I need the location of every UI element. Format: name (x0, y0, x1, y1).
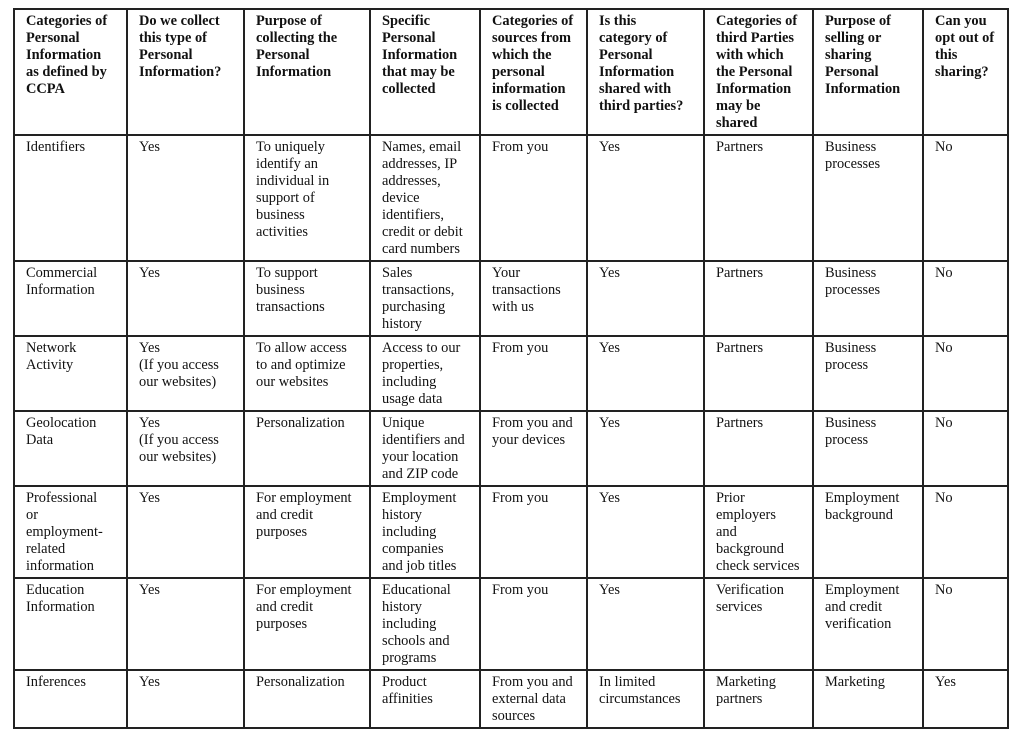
cell-text-line: Categories of (26, 13, 108, 29)
cell-text-line: background (716, 541, 784, 557)
cell-text-line: No (935, 490, 953, 506)
table-row (14, 411, 1008, 486)
cell-text-line: sources (492, 708, 536, 724)
cell-text-line: Employment (825, 490, 900, 506)
cell-text-line: with us (492, 299, 534, 315)
cell-text-line: Information (382, 47, 458, 63)
table-cell (704, 336, 813, 411)
cell-text-line: and credit (256, 599, 314, 615)
cell-text-line: sharing? (935, 64, 989, 80)
cell-text-line: Yes (599, 582, 620, 598)
cell-text-line: related (26, 541, 66, 557)
cell-text-line: third Parties (716, 30, 794, 46)
table-cell (813, 135, 923, 261)
table-cell (127, 670, 244, 728)
cell-text-line: sharing (825, 47, 872, 63)
cell-text-line: Categories of (716, 13, 798, 29)
cell-text-line: Education (26, 582, 85, 598)
table-cell (244, 486, 370, 578)
table-cell (704, 135, 813, 261)
cell-text-line: credit or debit (382, 224, 463, 240)
cell-text-line: collected (382, 81, 436, 97)
table-cell (480, 135, 587, 261)
table-cell (127, 411, 244, 486)
cell-text-line: individual in (256, 173, 330, 189)
cell-text-line: Personal (256, 47, 310, 63)
cell-text-line: Information (599, 64, 675, 80)
table-cell (704, 261, 813, 336)
cell-text-line: purposes (256, 616, 308, 632)
header-sources (480, 9, 587, 135)
cell-text-line: and credit (825, 599, 883, 615)
cell-text-line: Marketing (825, 674, 885, 690)
table-cell (923, 411, 1008, 486)
cell-text-line: your location (382, 449, 459, 465)
cell-text-line: Professional (26, 490, 98, 506)
cell-text-line: category of (599, 30, 668, 46)
cell-text-line: Partners (716, 265, 764, 281)
cell-text-line: which the (492, 47, 552, 63)
cell-text-line: process (825, 432, 869, 448)
cell-text-line: Is this (599, 13, 637, 29)
cell-text-line: Prior (716, 490, 745, 506)
cell-text-line: activities (256, 224, 308, 240)
table-cell (813, 336, 923, 411)
table-cell (923, 578, 1008, 670)
table-cell (14, 336, 127, 411)
cell-text-line: For employment (256, 490, 352, 506)
cell-text-line: and job titles (382, 558, 457, 574)
cell-text-line: Yes (139, 674, 160, 690)
cell-text-line: information (26, 558, 94, 574)
cell-text-line: Information (26, 282, 95, 298)
table-row (14, 486, 1008, 578)
header-third-parties (704, 9, 813, 135)
cell-text-line: Unique (382, 415, 425, 431)
table-cell (587, 670, 704, 728)
table-cell (480, 261, 587, 336)
cell-text-line: Can you (935, 13, 987, 29)
cell-text-line: Personal (26, 30, 80, 46)
cell-text-line: Partners (716, 340, 764, 356)
table-row (14, 578, 1008, 670)
cell-text-line: usage data (382, 391, 443, 407)
table-cell (923, 670, 1008, 728)
cell-text-line: Yes (935, 674, 956, 690)
cell-text-line: Yes (139, 340, 160, 356)
ccpa-disclosure-table (13, 8, 1009, 729)
cell-text-line: Personal (139, 47, 193, 63)
table-cell (480, 411, 587, 486)
cell-text-line: companies (382, 541, 444, 557)
cell-text-line: and credit (256, 507, 314, 523)
table-cell (370, 670, 480, 728)
cell-text-line: sources from (492, 30, 572, 46)
cell-text-line: the Personal (716, 64, 793, 80)
cell-text-line: Identifiers (26, 139, 86, 155)
table-header-row (14, 9, 1008, 135)
cell-text-line: For employment (256, 582, 352, 598)
table-cell (370, 336, 480, 411)
cell-text-line: No (935, 340, 953, 356)
cell-text-line: transactions, (382, 282, 455, 298)
cell-text-line: To allow access (256, 340, 347, 356)
cell-text-line: support of (256, 190, 315, 206)
cell-text-line: device (382, 190, 420, 206)
cell-text-line: properties, (382, 357, 444, 373)
cell-text-line: CCPA (26, 81, 65, 97)
cell-text-line: process (825, 357, 869, 373)
table-cell (370, 486, 480, 578)
table-cell (813, 261, 923, 336)
cell-text-line: our websites (256, 374, 329, 390)
table-cell (244, 135, 370, 261)
cell-text-line: shared with (599, 81, 672, 97)
cell-text-line: circumstances (599, 691, 681, 707)
table-cell (813, 411, 923, 486)
cell-text-line: From you and (492, 674, 573, 690)
header-shared (587, 9, 704, 135)
cell-text-line: Partners (716, 139, 764, 155)
cell-text-line: Business (825, 139, 877, 155)
cell-text-line: Geolocation (26, 415, 97, 431)
cell-text-line: Specific (382, 13, 430, 29)
cell-text-line: No (935, 582, 953, 598)
cell-text-line: employers (716, 507, 776, 523)
cell-text-line: background (825, 507, 893, 523)
header-category (14, 9, 127, 135)
cell-text-line: opt out of (935, 30, 995, 46)
cell-text-line: to and optimize (256, 357, 346, 373)
cell-text-line: addresses, (382, 173, 441, 189)
table-cell (587, 411, 704, 486)
cell-text-line: our websites) (139, 374, 217, 390)
header-collect (127, 9, 244, 135)
cell-text-line: To uniquely (256, 139, 325, 155)
cell-text-line: Names, email (382, 139, 462, 155)
cell-text-line: Partners (716, 415, 764, 431)
table-cell (14, 261, 127, 336)
table-cell (704, 670, 813, 728)
cell-text-line: Personalization (256, 674, 345, 690)
cell-text-line: including (382, 374, 437, 390)
cell-text-line: From you and (492, 415, 573, 431)
table-cell (480, 486, 587, 578)
table-cell (127, 336, 244, 411)
cell-text-line: information (492, 81, 566, 97)
table-cell (127, 261, 244, 336)
cell-text-line: as defined by (26, 64, 107, 80)
table-row (14, 670, 1008, 728)
table-cell (244, 411, 370, 486)
table-cell (244, 261, 370, 336)
cell-text-line: this (935, 47, 958, 63)
cell-text-line: Information (825, 81, 901, 97)
table-row (14, 336, 1008, 411)
table-cell (923, 261, 1008, 336)
cell-text-line: Your (492, 265, 521, 281)
cell-text-line: Yes (139, 139, 160, 155)
cell-text-line: affinities (382, 691, 433, 707)
table-cell (813, 486, 923, 578)
cell-text-line: check services (716, 558, 800, 574)
cell-text-line: employment- (26, 524, 103, 540)
table-cell (14, 670, 127, 728)
table-cell (14, 486, 127, 578)
cell-text-line: Information (26, 47, 102, 63)
table-cell (480, 578, 587, 670)
table-cell (587, 135, 704, 261)
table-row (14, 261, 1008, 336)
cell-text-line: Business (825, 265, 877, 281)
cell-text-line: Employment (825, 582, 900, 598)
cell-text-line: From you (492, 490, 549, 506)
cell-text-line: Inferences (26, 674, 86, 690)
cell-text-line: history (382, 316, 422, 332)
cell-text-line: Do we collect (139, 13, 220, 29)
cell-text-line: personal (492, 64, 545, 80)
table-cell (923, 336, 1008, 411)
table-cell (813, 578, 923, 670)
cell-text-line: Yes (139, 415, 160, 431)
cell-text-line: addresses, IP (382, 156, 458, 172)
cell-text-line: identifiers and (382, 432, 465, 448)
cell-text-line: Educational (382, 582, 451, 598)
cell-text-line: Information (26, 599, 95, 615)
cell-text-line: identifiers, (382, 207, 444, 223)
cell-text-line: Activity (26, 357, 74, 373)
cell-text-line: Categories of (492, 13, 574, 29)
cell-text-line: Yes (599, 139, 620, 155)
cell-text-line: Sales (382, 265, 413, 281)
cell-text-line: this type of (139, 30, 207, 46)
cell-text-line: Yes (599, 490, 620, 506)
table-cell (127, 135, 244, 261)
cell-text-line: (If you access (139, 432, 219, 448)
table-cell (14, 411, 127, 486)
cell-text-line: Yes (139, 582, 160, 598)
cell-text-line: Information (716, 81, 792, 97)
cell-text-line: partners (716, 691, 763, 707)
table-cell (480, 336, 587, 411)
cell-text-line: Commercial (26, 265, 98, 281)
table-cell (587, 336, 704, 411)
cell-text-line: Personal (382, 30, 436, 46)
cell-text-line: Employment (382, 490, 457, 506)
header-opt-out (923, 9, 1008, 135)
table-cell (704, 411, 813, 486)
table-cell (480, 670, 587, 728)
cell-text-line: Data (26, 432, 54, 448)
cell-text-line: (If you access (139, 357, 219, 373)
cell-text-line: card numbers (382, 241, 460, 257)
cell-text-line: Personal (825, 64, 879, 80)
header-purpose-collecting (244, 9, 370, 135)
table-cell (370, 261, 480, 336)
cell-text-line: including (382, 616, 437, 632)
table-cell (14, 135, 127, 261)
table-cell (813, 670, 923, 728)
cell-text-line: and ZIP code (382, 466, 459, 482)
cell-text-line: No (935, 265, 953, 281)
cell-text-line: From you (492, 340, 549, 356)
cell-text-line: Information (256, 64, 332, 80)
cell-text-line: In limited (599, 674, 656, 690)
cell-text-line: including (382, 524, 437, 540)
cell-text-line: Marketing (716, 674, 776, 690)
cell-text-line: processes (825, 282, 881, 298)
table-cell (127, 486, 244, 578)
cell-text-line: history (382, 507, 422, 523)
table-cell (704, 578, 813, 670)
table-cell (587, 578, 704, 670)
table-cell (244, 578, 370, 670)
cell-text-line: Access to our (382, 340, 461, 356)
cell-text-line: transactions (492, 282, 561, 298)
cell-text-line: and (716, 524, 737, 540)
cell-text-line: Personal (599, 47, 653, 63)
cell-text-line: From you (492, 582, 549, 598)
cell-text-line: verification (825, 616, 892, 632)
cell-text-line: Yes (599, 265, 620, 281)
table-cell (704, 486, 813, 578)
cell-text-line: selling or (825, 30, 882, 46)
header-specific-info (370, 9, 480, 135)
table-cell (370, 578, 480, 670)
cell-text-line: Yes (139, 490, 160, 506)
cell-text-line: purposes (256, 524, 308, 540)
cell-text-line: Purpose of (825, 13, 891, 29)
cell-text-line: Product (382, 674, 427, 690)
cell-text-line: Personalization (256, 415, 345, 431)
cell-text-line: No (935, 415, 953, 431)
table-cell (370, 135, 480, 261)
cell-text-line: transactions (256, 299, 325, 315)
cell-text-line: or (26, 507, 38, 523)
table-cell (14, 578, 127, 670)
cell-text-line: To support (256, 265, 318, 281)
cell-text-line: third parties? (599, 98, 684, 114)
cell-text-line: purchasing (382, 299, 446, 315)
table-row (14, 135, 1008, 261)
cell-text-line: external data (492, 691, 566, 707)
header-purpose-selling (813, 9, 923, 135)
cell-text-line: that may be (382, 64, 455, 80)
cell-text-line: history (382, 599, 422, 615)
cell-text-line: services (716, 599, 763, 615)
cell-text-line: Network (26, 340, 77, 356)
table-cell (244, 336, 370, 411)
table-cell (587, 261, 704, 336)
cell-text-line: Business (825, 340, 877, 356)
table-cell (370, 411, 480, 486)
cell-text-line: business (256, 282, 305, 298)
cell-text-line: Business (825, 415, 877, 431)
cell-text-line: processes (825, 156, 881, 172)
table-cell (923, 486, 1008, 578)
cell-text-line: Verification (716, 582, 784, 598)
cell-text-line: Yes (599, 415, 620, 431)
cell-text-line: identify an (256, 156, 318, 172)
cell-text-line: Information? (139, 64, 222, 80)
cell-text-line: may be (716, 98, 761, 114)
cell-text-line: shared (716, 115, 758, 131)
cell-text-line: business (256, 207, 305, 223)
cell-text-line: collecting the (256, 30, 338, 46)
cell-text-line: our websites) (139, 449, 217, 465)
cell-text-line: schools and (382, 633, 450, 649)
table-cell (923, 135, 1008, 261)
cell-text-line: with which (716, 47, 784, 63)
table-cell (244, 670, 370, 728)
cell-text-line: From you (492, 139, 549, 155)
cell-text-line: your devices (492, 432, 566, 448)
cell-text-line: programs (382, 650, 437, 666)
table-cell (587, 486, 704, 578)
cell-text-line: is collected (492, 98, 559, 114)
cell-text-line: No (935, 139, 953, 155)
cell-text-line: Yes (599, 340, 620, 356)
table-cell (127, 578, 244, 670)
cell-text-line: Yes (139, 265, 160, 281)
cell-text-line: Purpose of (256, 13, 322, 29)
